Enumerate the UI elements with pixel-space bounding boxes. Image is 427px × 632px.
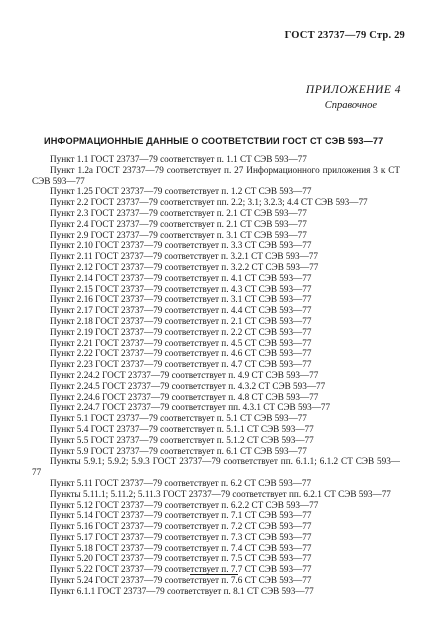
correspondence-entry: Пункт 2.9 ГОСТ 23737—79 соответствует п. 3.1 СТ СЭВ 593—77	[50, 229, 307, 240]
correspondence-entry: Пункт 2.24.6 ГОСТ 23737—79 соответствует п. 4.8 СТ СЭВ 593—77	[50, 391, 319, 402]
page-header: ГОСТ 23737—79 Стр. 29	[284, 30, 405, 41]
correspondence-entry: Пункт 5.9 ГОСТ 23737—79 соответствует п. 6.1 СТ СЭВ 593—77	[50, 445, 307, 456]
appendix-label: ПРИЛОЖЕНИЕ 4	[305, 84, 401, 96]
correspondence-entry: Пункт 2.14 ГОСТ 23737—79 соответствует п. 4.1 СТ СЭВ 593—77	[50, 272, 312, 283]
correspondence-list	[32, 154, 400, 597]
correspondence-entry: Пункт 2.17 ГОСТ 23737—79 соответствует п. 4.4 СТ СЭВ 593—77	[50, 305, 312, 316]
correspondence-entry: Пункты 5.9.1; 5.9.2; 5.9.3 ГОСТ 23737—79 соответствует пп. 6.1.1; 6.1.2 СТ СЭВ 593—77	[32, 456, 400, 478]
correspondence-entry: Пункт 1.2а ГОСТ 23737—79 соответствует п. 27 Информационного приложения 3 к СТ СЭВ 593—77	[32, 164, 400, 186]
end-rule	[190, 574, 238, 575]
correspondence-entry: Пункт 2.24.5 ГОСТ 23737—79 соответствует п. 4.3.2 СТ СЭВ 593—77	[50, 380, 326, 391]
correspondence-entry: Пункт 1.1 ГОСТ 23737—79 соответствует п. 1.1 СТ СЭВ 593—77	[50, 154, 307, 164]
correspondence-entry: Пункт 2.24.2 ГОСТ 23737—79 соответствует п. 4.9 СТ СЭВ 593—77	[50, 369, 319, 380]
correspondence-entry: Пункт 2.11 ГОСТ 23737—79 соответствует п. 3.2.1 СТ СЭВ 593—77	[50, 251, 318, 262]
section-title: ИНФОРМАЦИОННЫЕ ДАННЫЕ О СООТВЕТСТВИИ ГОСТ СТ СЭВ 593—77	[44, 136, 384, 146]
correspondence-entry: Пункт 2.3 ГОСТ 23737—79 соответствует п. 2.1 СТ СЭВ 593—77	[50, 207, 307, 218]
correspondence-entry: Пункт 2.4 ГОСТ 23737—79 соответствует п. 2.1 СТ СЭВ 593—77	[50, 218, 307, 229]
correspondence-entry: Пункт 2.19 ГОСТ 23737—79 соответствует п. 2.2 СТ СЭВ 593—77	[50, 326, 312, 337]
correspondence-entry: Пункты 5.11.1; 5.11.2; 5.11.3 ГОСТ 23737—79 соответствует пп. 6.2.1 СТ СЭВ 593—77	[50, 488, 391, 499]
correspondence-entry: Пункт 2.21 ГОСТ 23737—79 соответствует п. 4.5 СТ СЭВ 593—77	[50, 337, 312, 348]
correspondence-entry: Пункт 2.16 ГОСТ 23737—79 соответствует п. 3.1 СТ СЭВ 593—77	[50, 294, 312, 305]
correspondence-entry: Пункт 5.4 ГОСТ 23737—79 соответствует п. 5.1.1 СТ СЭВ 593—77	[50, 423, 314, 434]
correspondence-entry: Пункт 2.23 ГОСТ 23737—79 соответствует п. 4.7 СТ СЭВ 593—77	[50, 359, 312, 370]
appendix-type: Справочное	[324, 100, 377, 111]
correspondence-entry: Пункт 5.1 ГОСТ 23737—79 соответствует п. 5.1 СТ СЭВ 593—77	[50, 413, 307, 424]
correspondence-entry: Пункт 2.22 ГОСТ 23737—79 соответствует п. 4.6 СТ СЭВ 593—77	[50, 348, 312, 359]
correspondence-entry: Пункт 5.24 ГОСТ 23737—79 соответствует п. 7.6 СТ СЭВ 593—77	[50, 575, 312, 586]
correspondence-entry: Пункт 2.18 ГОСТ 23737—79 соответствует п. 2.1 СТ СЭВ 593—77	[50, 315, 312, 326]
correspondence-entry: Пункт 5.11 ГОСТ 23737—79 соответствует п. 6.2 СТ СЭВ 593—77	[50, 477, 312, 488]
correspondence-entry: Пункт 5.14 ГОСТ 23737—79 соответствует п. 7.1 СТ СЭВ 593—77	[50, 510, 312, 521]
correspondence-entry: Пункт 5.20 ГОСТ 23737—79 соответствует п. 7.5 СТ СЭВ 593—77	[50, 553, 312, 564]
correspondence-entry: Пункт 5.16 ГОСТ 23737—79 соответствует п. 7.2 СТ СЭВ 593—77	[50, 521, 312, 532]
correspondence-entry: Пункт 6.1.1 ГОСТ 23737—79 соответствует п. 8.1 СТ СЭВ 593—77	[50, 585, 314, 596]
correspondence-entry: Пункт 2.12 ГОСТ 23737—79 соответствует п. 3.2.2 СТ СЭВ 593—77	[50, 261, 319, 272]
correspondence-entry: Пункт 5.5 ГОСТ 23737—79 соответствует п. 5.1.2 СТ СЭВ 593—77	[50, 434, 314, 445]
correspondence-entry: Пункт 2.2 ГОСТ 23737—79 соответствует пп. 2.2; 3.1; 3.2.3; 4.4 СТ СЭВ 593—77	[50, 197, 368, 208]
correspondence-entry: Пункт 5.18 ГОСТ 23737—79 соответствует п. 7.4 СТ СЭВ 593—77	[50, 542, 312, 553]
correspondence-entry: Пункт 2.15 ГОСТ 23737—79 соответствует п. 4.3 СТ СЭВ 593—77	[50, 283, 312, 294]
correspondence-entry: Пункт 2.24.7 ГОСТ 23737—79 соответствует пп. 4.3.1 СТ СЭВ 593—77	[50, 402, 331, 413]
correspondence-entry: Пункт 2.10 ГОСТ 23737—79 соответствует п. 3.3 СТ СЭВ 593—77	[50, 240, 312, 251]
correspondence-entry: Пункт 5.17 ГОСТ 23737—79 соответствует п. 7.3 СТ СЭВ 593—77	[50, 531, 312, 542]
correspondence-entry: Пункт 1.25 ГОСТ 23737—79 соответствует п. 1.2 СТ СЭВ 593—77	[50, 186, 312, 197]
correspondence-entry: Пункт 5.22 ГОСТ 23737—79 соответствует п. 7.7 СТ СЭВ 593—77	[50, 564, 312, 575]
correspondence-entry: Пункт 5.12 ГОСТ 23737—79 соответствует п. 6.2.2 СТ СЭВ 593—77	[50, 499, 319, 510]
